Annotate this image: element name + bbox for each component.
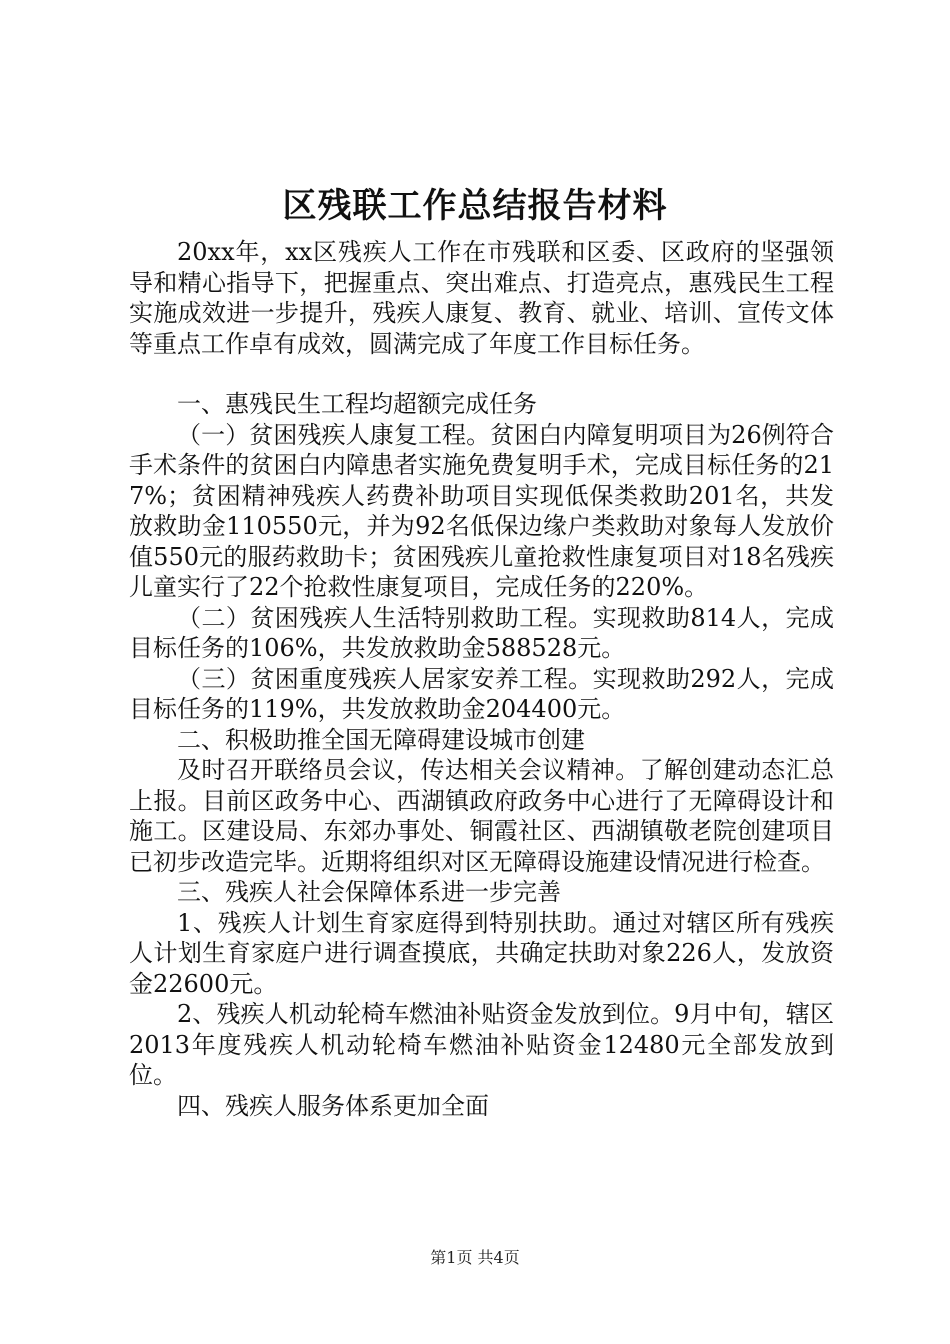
paragraph-fuel-subsidy: 2、残疾人机动轮椅车燃油补贴资金发放到位。9月中旬，辖区2013年度残疾人机动轮椅车燃油补贴资金12480元全部发放到位。 — [129, 1000, 834, 1089]
section-heading-3: 三、残疾人社会保障体系进一步完善 — [177, 878, 561, 906]
section-heading-2: 二、积极助推全国无障碍建设城市创建 — [177, 725, 585, 754]
section-heading-1: 一、惠残民生工程均超额完成任务 — [177, 390, 537, 418]
document-title: 区残联工作总结报告材料 — [282, 186, 668, 226]
section-heading-4: 四、残疾人服务体系更加全面 — [177, 1091, 489, 1120]
paragraph-accessibility: 及时召开联络员会议，传达相关会议精神。了解创建动态汇总上报。目前区政务中心、西湖镇政府政务中心进行了无障碍设计和施工。区建设局、东郊办事处、铜霞社区、西湖镇敬老院创建项目已初步改造完毕。近期将组织对区无障碍设施建设情况进行检查。 — [129, 756, 834, 876]
page-number-footer: 第1页 共4页 — [430, 1248, 520, 1267]
document-body — [129, 237, 834, 1121]
paragraph-family-support: 1、残疾人计划生育家庭得到特别扶助。通过对辖区所有残疾人计划生育家庭户进行调查摸底，共确定扶助对象226人，发放资金22600元。 — [129, 908, 834, 998]
paragraph-home-care: （三）贫困重度残疾人居家安养工程。实现救助292人，完成目标任务的119%，共发放救助金204400元。 — [129, 664, 834, 723]
paragraph-intro: 20xx年，xx区残疾人工作在市残联和区委、区政府的坚强领导和精心指导下，把握重点、突出难点、打造亮点，惠残民生工程实施成效进一步提升，残疾人康复、教育、就业、培训、宣传文体等重点工作卓有成效，圆满完成了年度工作目标任务。 — [129, 238, 834, 358]
paragraph-rehab-project: （一）贫困残疾人康复工程。贫困白内障复明项目为26例符合手术条件的贫困白内障患者实施免费复明手术，完成目标任务的217%；贫困精神残疾人药费补助项目实现低保类救助201名，共发放救助金110550元，并为92名低保边缘户类救助对象每人发放价值550元的服药救助卡；贫困残疾儿童抢救性康复项目对18名残疾儿童实行了22个抢救性康复项目，完成任务的220%。 — [129, 420, 834, 601]
paragraph-special-relief: （二）贫困残疾人生活特别救助工程。实现救助814人，完成目标任务的106%，共发放救助金588528元。 — [129, 603, 834, 662]
